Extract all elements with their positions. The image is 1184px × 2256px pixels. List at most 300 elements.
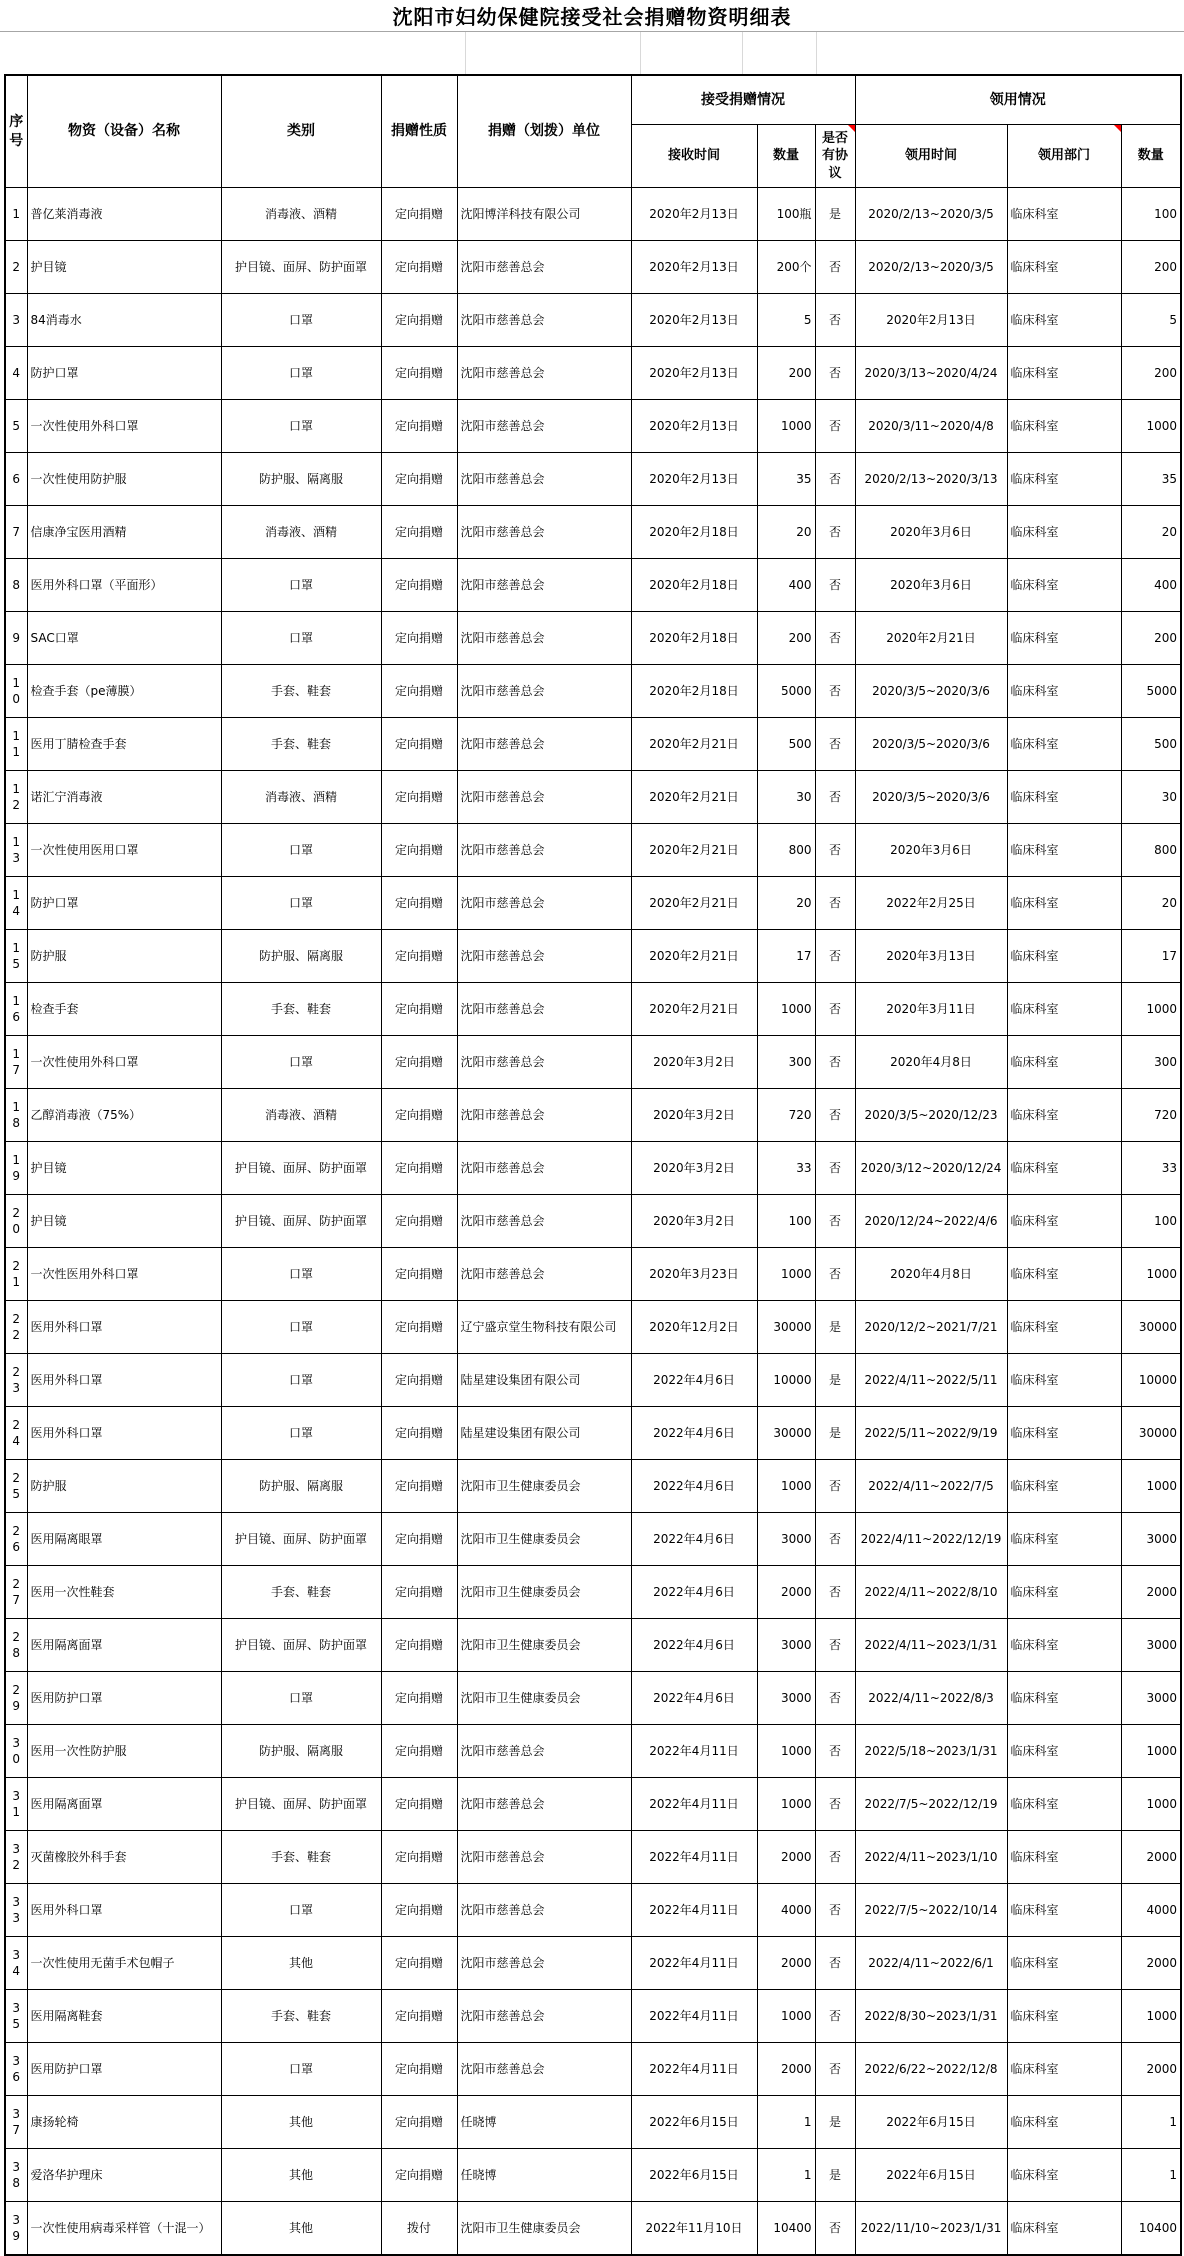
category-cell: 护目镜、面屏、防护面罩 — [221, 1778, 381, 1831]
use-dept-cell: 临床科室 — [1007, 188, 1121, 241]
serial-cell: 8 — [5, 559, 27, 612]
receive-time-cell: 2022年4月11日 — [631, 1725, 757, 1778]
use-time-cell: 2020年3月6日 — [855, 559, 1007, 612]
name-cell: 84消毒水 — [27, 294, 221, 347]
category-cell: 消毒液、酒精 — [221, 506, 381, 559]
category-cell: 手套、鞋套 — [221, 1566, 381, 1619]
receive-time-cell: 2022年4月6日 — [631, 1460, 757, 1513]
receive-qty-cell: 1000 — [757, 983, 815, 1036]
use-dept-cell: 临床科室 — [1007, 453, 1121, 506]
nature-cell: 定向捐赠 — [381, 1778, 457, 1831]
use-qty-cell: 30000 — [1121, 1301, 1181, 1354]
serial-cell: 3 — [5, 294, 27, 347]
receive-qty-cell: 200个 — [757, 241, 815, 294]
use-dept-cell: 临床科室 — [1007, 506, 1121, 559]
receive-time-cell: 2020年2月13日 — [631, 453, 757, 506]
name-cell: 一次性使用无菌手术包帽子 — [27, 1937, 221, 1990]
use-time-cell: 2022/4/11~2022/8/3 — [855, 1672, 1007, 1725]
name-cell: 一次性使用外科口罩 — [27, 400, 221, 453]
donor-cell: 沈阳市卫生健康委员会 — [457, 1513, 631, 1566]
donor-cell: 沈阳市慈善总会 — [457, 1778, 631, 1831]
serial-cell: 19 — [5, 1142, 27, 1195]
use-time-cell: 2020/3/13~2020/4/24 — [855, 347, 1007, 400]
agreement-cell: 否 — [815, 1937, 855, 1990]
use-dept-cell: 临床科室 — [1007, 771, 1121, 824]
donor-cell: 沈阳市慈善总会 — [457, 1195, 631, 1248]
agreement-cell: 否 — [815, 665, 855, 718]
table-row — [5, 1990, 1181, 2043]
donor-cell: 沈阳市慈善总会 — [457, 1831, 631, 1884]
page-title: 沈阳市妇幼保健院接受社会捐赠物资明细表 — [392, 5, 792, 29]
name-cell: 一次性医用外科口罩 — [27, 1248, 221, 1301]
receive-qty-cell: 800 — [757, 824, 815, 877]
use-qty-cell: 500 — [1121, 718, 1181, 771]
use-qty-cell: 400 — [1121, 559, 1181, 612]
use-qty-cell: 1000 — [1121, 983, 1181, 1036]
name-cell: 普亿莱消毒液 — [27, 188, 221, 241]
agreement-cell: 否 — [815, 824, 855, 877]
category-cell: 口罩 — [221, 612, 381, 665]
nature-cell: 定向捐赠 — [381, 506, 457, 559]
donor-cell: 沈阳市慈善总会 — [457, 1142, 631, 1195]
agreement-cell: 否 — [815, 1884, 855, 1937]
use-dept-cell: 临床科室 — [1007, 1354, 1121, 1407]
use-qty-cell: 1000 — [1121, 400, 1181, 453]
agreement-cell: 否 — [815, 400, 855, 453]
comment-marker-icon — [848, 125, 855, 132]
receive-time-cell: 2022年4月11日 — [631, 2043, 757, 2096]
use-dept-cell: 临床科室 — [1007, 1619, 1121, 1672]
donor-cell: 沈阳市卫生健康委员会 — [457, 1619, 631, 1672]
use-qty-cell: 1 — [1121, 2149, 1181, 2202]
use-time-cell: 2020/12/2~2021/7/21 — [855, 1301, 1007, 1354]
table-row — [5, 1513, 1181, 1566]
receive-time-cell: 2022年4月6日 — [631, 1619, 757, 1672]
agreement-cell: 否 — [815, 241, 855, 294]
agreement-cell: 否 — [815, 612, 855, 665]
table-row — [5, 1089, 1181, 1142]
use-dept-cell: 临床科室 — [1007, 718, 1121, 771]
category-cell: 防护服、隔离服 — [221, 453, 381, 506]
name-cell: 爱洛华护理床 — [27, 2149, 221, 2202]
nature-cell: 定向捐赠 — [381, 294, 457, 347]
agreement-cell: 是 — [815, 1301, 855, 1354]
donor-cell: 沈阳市慈善总会 — [457, 1036, 631, 1089]
table-row — [5, 506, 1181, 559]
agreement-cell: 是 — [815, 2096, 855, 2149]
donor-cell: 陆星建设集团有限公司 — [457, 1407, 631, 1460]
donor-cell: 沈阳市慈善总会 — [457, 665, 631, 718]
name-cell: 医用隔离眼罩 — [27, 1513, 221, 1566]
receive-time-cell: 2020年2月21日 — [631, 824, 757, 877]
agreement-cell: 否 — [815, 506, 855, 559]
table-row — [5, 1725, 1181, 1778]
nature-cell: 定向捐赠 — [381, 1195, 457, 1248]
receive-qty-cell: 1 — [757, 2096, 815, 2149]
name-cell: 防护口罩 — [27, 877, 221, 930]
receive-qty-cell: 2000 — [757, 2043, 815, 2096]
use-dept-cell: 临床科室 — [1007, 1937, 1121, 1990]
receive-qty-cell: 2000 — [757, 1831, 815, 1884]
agreement-cell: 否 — [815, 718, 855, 771]
nature-cell: 定向捐赠 — [381, 241, 457, 294]
use-dept-cell: 临床科室 — [1007, 877, 1121, 930]
category-cell: 护目镜、面屏、防护面罩 — [221, 1513, 381, 1566]
use-time-cell: 2022/8/30~2023/1/31 — [855, 1990, 1007, 2043]
use-qty-cell: 1000 — [1121, 1725, 1181, 1778]
category-cell: 口罩 — [221, 824, 381, 877]
receive-qty-cell: 5000 — [757, 665, 815, 718]
category-cell: 护目镜、面屏、防护面罩 — [221, 1195, 381, 1248]
use-time-cell: 2022/4/11~2022/7/5 — [855, 1460, 1007, 1513]
nature-cell: 定向捐赠 — [381, 347, 457, 400]
receive-time-cell: 2020年2月13日 — [631, 294, 757, 347]
serial-cell: 12 — [5, 771, 27, 824]
agreement-cell: 否 — [815, 1195, 855, 1248]
receive-time-cell: 2022年4月11日 — [631, 1937, 757, 1990]
table-row — [5, 1195, 1181, 1248]
name-cell: 医用外科口罩（平面形） — [27, 559, 221, 612]
receive-qty-cell: 1000 — [757, 1725, 815, 1778]
category-cell: 口罩 — [221, 1301, 381, 1354]
serial-cell: 5 — [5, 400, 27, 453]
receive-qty-cell: 20 — [757, 877, 815, 930]
receive-time-cell: 2020年2月21日 — [631, 983, 757, 1036]
use-dept-cell: 临床科室 — [1007, 612, 1121, 665]
use-time-cell: 2022/4/11~2022/6/1 — [855, 1937, 1007, 1990]
use-dept-cell: 临床科室 — [1007, 1513, 1121, 1566]
receive-qty-cell: 5 — [757, 294, 815, 347]
agreement-cell: 是 — [815, 2149, 855, 2202]
donor-cell: 沈阳市慈善总会 — [457, 1725, 631, 1778]
receive-qty-cell: 3000 — [757, 1619, 815, 1672]
serial-cell: 10 — [5, 665, 27, 718]
category-cell: 防护服、隔离服 — [221, 1460, 381, 1513]
use-time-cell: 2020/3/5~2020/3/6 — [855, 718, 1007, 771]
use-qty-cell: 17 — [1121, 930, 1181, 983]
category-cell: 护目镜、面屏、防护面罩 — [221, 241, 381, 294]
nature-cell: 定向捐赠 — [381, 2096, 457, 2149]
use-qty-cell: 1000 — [1121, 1990, 1181, 2043]
name-cell: 康扬轮椅 — [27, 2096, 221, 2149]
serial-cell: 32 — [5, 1831, 27, 1884]
receive-time-cell: 2020年2月13日 — [631, 400, 757, 453]
header-serial: 序号 — [5, 75, 27, 188]
category-cell: 口罩 — [221, 400, 381, 453]
serial-cell: 2 — [5, 241, 27, 294]
category-cell: 手套、鞋套 — [221, 983, 381, 1036]
name-cell: 一次性使用病毒采样管（十混一） — [27, 2202, 221, 2256]
category-cell: 其他 — [221, 2096, 381, 2149]
donor-cell: 沈阳市卫生健康委员会 — [457, 1566, 631, 1619]
name-cell: 护目镜 — [27, 1142, 221, 1195]
receive-qty-cell: 10400 — [757, 2202, 815, 2256]
use-time-cell: 2020/12/24~2022/4/6 — [855, 1195, 1007, 1248]
table-row — [5, 983, 1181, 1036]
table-row — [5, 1354, 1181, 1407]
receive-qty-cell: 3000 — [757, 1672, 815, 1725]
donation-table-body — [5, 188, 1181, 2256]
table-row — [5, 718, 1181, 771]
use-dept-cell: 临床科室 — [1007, 400, 1121, 453]
name-cell: 信康净宝医用酒精 — [27, 506, 221, 559]
donor-cell: 沈阳市慈善总会 — [457, 930, 631, 983]
nature-cell: 定向捐赠 — [381, 1884, 457, 1937]
donor-cell: 沈阳市慈善总会 — [457, 1937, 631, 1990]
name-cell: 护目镜 — [27, 1195, 221, 1248]
use-qty-cell: 200 — [1121, 241, 1181, 294]
category-cell: 口罩 — [221, 1036, 381, 1089]
agreement-cell: 否 — [815, 877, 855, 930]
nature-cell: 定向捐赠 — [381, 1248, 457, 1301]
use-dept-cell: 临床科室 — [1007, 1460, 1121, 1513]
receive-time-cell: 2022年4月6日 — [631, 1566, 757, 1619]
use-qty-cell: 100 — [1121, 1195, 1181, 1248]
nature-cell: 定向捐赠 — [381, 453, 457, 506]
nature-cell: 定向捐赠 — [381, 665, 457, 718]
agreement-cell: 否 — [815, 2043, 855, 2096]
use-dept-cell: 临床科室 — [1007, 294, 1121, 347]
use-dept-cell: 临床科室 — [1007, 1089, 1121, 1142]
agreement-cell: 否 — [815, 559, 855, 612]
header-use-qty: 数量 — [1121, 125, 1181, 188]
receive-qty-cell: 100 — [757, 1195, 815, 1248]
use-dept-cell: 临床科室 — [1007, 1884, 1121, 1937]
agreement-cell: 否 — [815, 1990, 855, 2043]
header-donor: 捐赠（划拨）单位 — [457, 75, 631, 188]
nature-cell: 定向捐赠 — [381, 400, 457, 453]
donor-cell: 沈阳市慈善总会 — [457, 1990, 631, 2043]
nature-cell: 定向捐赠 — [381, 930, 457, 983]
agreement-cell: 否 — [815, 294, 855, 347]
category-cell: 手套、鞋套 — [221, 718, 381, 771]
nature-cell: 定向捐赠 — [381, 188, 457, 241]
use-dept-cell: 临床科室 — [1007, 1142, 1121, 1195]
name-cell: 检查手套 — [27, 983, 221, 1036]
name-cell: 诺汇宁消毒液 — [27, 771, 221, 824]
table-row — [5, 1407, 1181, 1460]
name-cell: 一次性使用外科口罩 — [27, 1036, 221, 1089]
category-cell: 防护服、隔离服 — [221, 930, 381, 983]
donor-cell: 沈阳市慈善总会 — [457, 400, 631, 453]
serial-cell: 13 — [5, 824, 27, 877]
nature-cell: 定向捐赠 — [381, 559, 457, 612]
category-cell: 消毒液、酒精 — [221, 771, 381, 824]
nature-cell: 定向捐赠 — [381, 1089, 457, 1142]
donor-cell: 沈阳市慈善总会 — [457, 824, 631, 877]
use-qty-cell: 20 — [1121, 877, 1181, 930]
nature-cell: 定向捐赠 — [381, 1937, 457, 1990]
nature-cell: 定向捐赠 — [381, 1672, 457, 1725]
serial-cell: 15 — [5, 930, 27, 983]
category-cell: 口罩 — [221, 2043, 381, 2096]
use-time-cell: 2020年3月11日 — [855, 983, 1007, 1036]
name-cell: 医用外科口罩 — [27, 1407, 221, 1460]
category-cell: 口罩 — [221, 1672, 381, 1725]
receive-time-cell: 2020年3月2日 — [631, 1036, 757, 1089]
donor-cell: 沈阳市慈善总会 — [457, 612, 631, 665]
receive-time-cell: 2020年12月2日 — [631, 1301, 757, 1354]
agreement-cell: 否 — [815, 1778, 855, 1831]
receive-qty-cell: 17 — [757, 930, 815, 983]
use-time-cell: 2022/4/11~2022/5/11 — [855, 1354, 1007, 1407]
name-cell: 灭菌橡胶外科手套 — [27, 1831, 221, 1884]
use-time-cell: 2022/5/18~2023/1/31 — [855, 1725, 1007, 1778]
header-use-dept — [1007, 125, 1121, 188]
serial-cell: 36 — [5, 2043, 27, 2096]
receive-time-cell: 2022年4月6日 — [631, 1513, 757, 1566]
use-qty-cell: 1 — [1121, 2096, 1181, 2149]
use-qty-cell: 1000 — [1121, 1460, 1181, 1513]
table-row — [5, 1248, 1181, 1301]
table-row — [5, 1672, 1181, 1725]
use-qty-cell: 3000 — [1121, 1513, 1181, 1566]
category-cell: 手套、鞋套 — [221, 1990, 381, 2043]
table-row — [5, 2043, 1181, 2096]
nature-cell: 定向捐赠 — [381, 771, 457, 824]
use-qty-cell: 100 — [1121, 188, 1181, 241]
donation-table — [4, 74, 1182, 2256]
gridline — [742, 32, 743, 74]
name-cell: 医用外科口罩 — [27, 1301, 221, 1354]
table-row — [5, 1884, 1181, 1937]
receive-qty-cell: 300 — [757, 1036, 815, 1089]
use-dept-cell: 临床科室 — [1007, 1990, 1121, 2043]
use-qty-cell: 4000 — [1121, 1884, 1181, 1937]
serial-cell: 38 — [5, 2149, 27, 2202]
donor-cell: 沈阳市慈善总会 — [457, 877, 631, 930]
agreement-cell: 否 — [815, 1513, 855, 1566]
table-row — [5, 771, 1181, 824]
use-time-cell: 2022年6月15日 — [855, 2149, 1007, 2202]
header-use-group: 领用情况 — [855, 75, 1181, 125]
receive-time-cell: 2020年2月21日 — [631, 877, 757, 930]
use-dept-cell: 临床科室 — [1007, 1036, 1121, 1089]
use-time-cell: 2022年6月15日 — [855, 2096, 1007, 2149]
serial-cell: 20 — [5, 1195, 27, 1248]
serial-cell: 37 — [5, 2096, 27, 2149]
agreement-cell: 是 — [815, 188, 855, 241]
receive-time-cell: 2022年6月15日 — [631, 2096, 757, 2149]
category-cell: 口罩 — [221, 559, 381, 612]
category-cell: 防护服、隔离服 — [221, 1725, 381, 1778]
use-qty-cell: 300 — [1121, 1036, 1181, 1089]
receive-time-cell: 2020年2月18日 — [631, 506, 757, 559]
use-qty-cell: 10400 — [1121, 2202, 1181, 2256]
receive-time-cell: 2020年3月2日 — [631, 1195, 757, 1248]
use-time-cell: 2020/2/13~2020/3/5 — [855, 241, 1007, 294]
header-agreement — [815, 125, 855, 188]
use-qty-cell: 3000 — [1121, 1672, 1181, 1725]
serial-cell: 35 — [5, 1990, 27, 2043]
donor-cell: 沈阳市慈善总会 — [457, 1089, 631, 1142]
agreement-cell: 是 — [815, 1407, 855, 1460]
receive-qty-cell: 30000 — [757, 1301, 815, 1354]
name-cell: 一次性使用防护服 — [27, 453, 221, 506]
donor-cell: 沈阳市慈善总会 — [457, 771, 631, 824]
category-cell: 消毒液、酒精 — [221, 1089, 381, 1142]
agreement-cell: 否 — [815, 1725, 855, 1778]
use-time-cell: 2020/3/12~2020/12/24 — [855, 1142, 1007, 1195]
serial-cell: 39 — [5, 2202, 27, 2256]
use-qty-cell: 35 — [1121, 453, 1181, 506]
use-dept-cell: 临床科室 — [1007, 347, 1121, 400]
agreement-cell: 是 — [815, 1354, 855, 1407]
serial-cell: 6 — [5, 453, 27, 506]
serial-cell: 26 — [5, 1513, 27, 1566]
use-dept-cell: 临床科室 — [1007, 1195, 1121, 1248]
nature-cell: 定向捐赠 — [381, 1566, 457, 1619]
table-row — [5, 453, 1181, 506]
use-qty-cell: 10000 — [1121, 1354, 1181, 1407]
use-time-cell: 2022/4/11~2022/12/19 — [855, 1513, 1007, 1566]
use-dept-cell: 临床科室 — [1007, 1778, 1121, 1831]
agreement-cell: 否 — [815, 2202, 855, 2256]
donor-cell: 沈阳市慈善总会 — [457, 294, 631, 347]
table-row — [5, 347, 1181, 400]
agreement-cell: 否 — [815, 1248, 855, 1301]
agreement-cell: 否 — [815, 453, 855, 506]
nature-cell: 定向捐赠 — [381, 1990, 457, 2043]
serial-cell: 21 — [5, 1248, 27, 1301]
gridline — [465, 32, 466, 74]
donor-cell: 任晓博 — [457, 2096, 631, 2149]
donor-cell: 沈阳市慈善总会 — [457, 2043, 631, 2096]
serial-cell: 29 — [5, 1672, 27, 1725]
use-time-cell: 2022/4/11~2023/1/31 — [855, 1619, 1007, 1672]
table-row — [5, 400, 1181, 453]
receive-time-cell: 2022年4月11日 — [631, 1884, 757, 1937]
agreement-cell: 否 — [815, 983, 855, 1036]
receive-qty-cell: 1000 — [757, 1778, 815, 1831]
receive-qty-cell: 2000 — [757, 1937, 815, 1990]
category-cell: 口罩 — [221, 1407, 381, 1460]
table-row — [5, 241, 1181, 294]
use-dept-cell: 临床科室 — [1007, 2043, 1121, 2096]
receive-time-cell: 2020年2月13日 — [631, 241, 757, 294]
category-cell: 口罩 — [221, 1884, 381, 1937]
nature-cell: 定向捐赠 — [381, 1460, 457, 1513]
table-row — [5, 930, 1181, 983]
use-dept-cell: 临床科室 — [1007, 1407, 1121, 1460]
category-cell: 口罩 — [221, 347, 381, 400]
nature-cell: 定向捐赠 — [381, 1301, 457, 1354]
use-dept-cell: 临床科室 — [1007, 930, 1121, 983]
donor-cell: 沈阳市慈善总会 — [457, 1248, 631, 1301]
table-header — [5, 75, 1181, 188]
use-dept-cell: 临床科室 — [1007, 2202, 1121, 2256]
table-row — [5, 2149, 1181, 2202]
category-cell: 护目镜、面屏、防护面罩 — [221, 1619, 381, 1672]
use-time-cell: 2020年3月6日 — [855, 824, 1007, 877]
agreement-cell: 否 — [815, 930, 855, 983]
table-row — [5, 1831, 1181, 1884]
name-cell: 乙醇消毒液（75%） — [27, 1089, 221, 1142]
receive-time-cell: 2022年4月6日 — [631, 1354, 757, 1407]
name-cell: 防护服 — [27, 930, 221, 983]
receive-qty-cell: 1 — [757, 2149, 815, 2202]
category-cell: 护目镜、面屏、防护面罩 — [221, 1142, 381, 1195]
category-cell: 消毒液、酒精 — [221, 188, 381, 241]
donor-cell: 沈阳市慈善总会 — [457, 453, 631, 506]
category-cell: 手套、鞋套 — [221, 665, 381, 718]
receive-qty-cell: 1000 — [757, 400, 815, 453]
use-time-cell: 2020/3/5~2020/3/6 — [855, 771, 1007, 824]
nature-cell: 定向捐赠 — [381, 1831, 457, 1884]
donor-cell: 沈阳市慈善总会 — [457, 983, 631, 1036]
donor-cell: 辽宁盛京堂生物科技有限公司 — [457, 1301, 631, 1354]
table-row — [5, 877, 1181, 930]
